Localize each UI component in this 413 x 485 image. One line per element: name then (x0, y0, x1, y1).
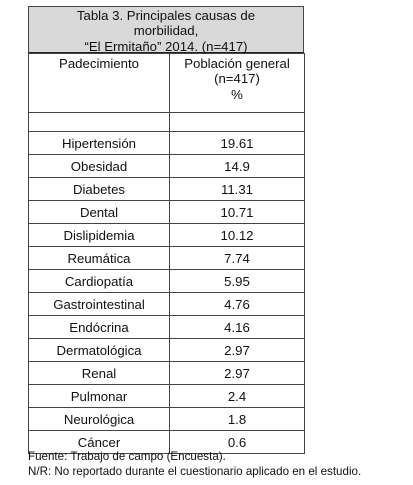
table-title-line3: “El Ermitaño” 2014. (n=417) (84, 38, 248, 54)
header-row (29, 54, 305, 113)
condition-cell: Pulmonar (29, 385, 170, 408)
percent-cell: 2.97 (170, 362, 305, 385)
percent-cell: 19.61 (170, 132, 305, 155)
table-row (29, 385, 305, 408)
condition-cell: Diabetes (29, 178, 170, 201)
spacer-row (29, 113, 305, 132)
condition-cell: Cardiopatía (29, 270, 170, 293)
condition-cell: Hipertensión (29, 132, 170, 155)
table-row (29, 178, 305, 201)
condition-cell: Endócrina (29, 316, 170, 339)
table-row (29, 339, 305, 362)
condition-cell: Gastrointestinal (29, 293, 170, 316)
condition-cell: Reumática (29, 247, 170, 270)
percent-cell: 1.8 (170, 408, 305, 431)
table-title-line1: Tabla 3. Principales causas de (76, 8, 256, 23)
percent-cell: 4.16 (170, 316, 305, 339)
footnote-nr: N/R: No reportado durante el cuestionario aplicado en el estudio. (28, 465, 362, 478)
condition-cell: Neurológica (29, 408, 170, 431)
condition-cell: Dermatológica (29, 339, 170, 362)
condition-cell: Renal (29, 362, 170, 385)
footnote-source: Fuente: Trabajo de campo (Encuesta). (28, 450, 226, 463)
condition-cell: Obesidad (29, 155, 170, 178)
table-row (29, 270, 305, 293)
table-row (29, 224, 305, 247)
condition-cell: Dental (29, 201, 170, 224)
percent-cell: 2.97 (170, 339, 305, 362)
percent-cell: 4.76 (170, 293, 305, 316)
percent-cell: 5.95 (170, 270, 305, 293)
morbidity-table (28, 6, 304, 454)
data-table (28, 53, 305, 454)
col-header-population-line1: Población general (184, 56, 290, 71)
col-header-condition-label: Padecimiento (59, 56, 139, 71)
col-header-population-line3: % (231, 86, 243, 102)
percent-cell: 10.71 (170, 201, 305, 224)
col-header-population (170, 54, 305, 113)
col-header-population-line2: (n=417) (214, 71, 260, 87)
col-header-condition (29, 54, 170, 113)
table-row (29, 293, 305, 316)
table-row (29, 408, 305, 431)
table-row (29, 132, 305, 155)
table-row (29, 247, 305, 270)
table-title (28, 6, 304, 53)
condition-cell: Dislipidemia (29, 224, 170, 247)
percent-cell: 7.74 (170, 247, 305, 270)
table-row (29, 362, 305, 385)
condition-cell: Cáncer (29, 431, 170, 454)
percent-cell: 11.31 (170, 178, 305, 201)
table-row (29, 316, 305, 339)
percent-cell: 0.6 (170, 431, 305, 454)
table-title-line2: morbilidad, (133, 23, 199, 39)
percent-cell: 14.9 (170, 155, 305, 178)
percent-cell: 2.4 (170, 385, 305, 408)
table-row (29, 155, 305, 178)
percent-cell: 10.12 (170, 224, 305, 247)
table-row (29, 201, 305, 224)
